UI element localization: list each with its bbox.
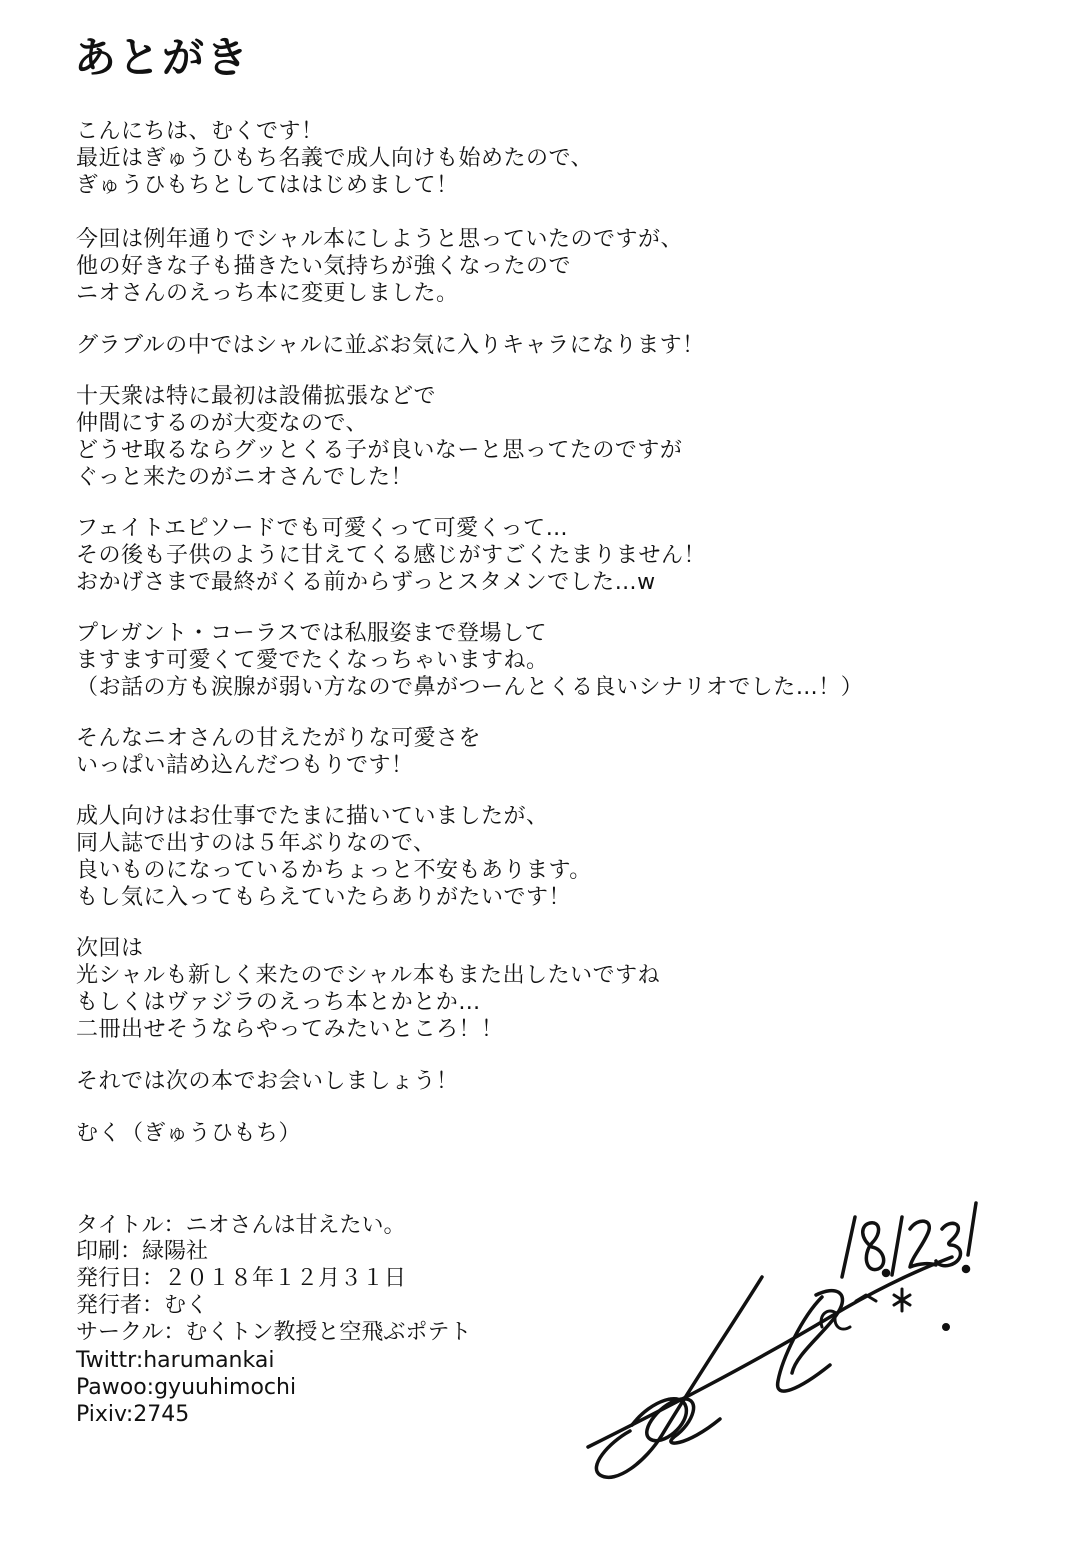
body-line: フェイトエピソードでも可愛くって可愛くって…: [76, 516, 569, 541]
colophon-title: タイトル：ニオさんは甘えたい。: [76, 1213, 406, 1238]
body-line: その後も子供のように甘えてくる感じがすごくたまりません！: [76, 543, 707, 568]
body-line: （お話の方も涙腺が弱い方なので鼻がつーんとくる良いシナリオでした…！）: [76, 675, 864, 700]
colophon-circle: サークル：むくトン教授と空飛ぶポテト: [76, 1320, 472, 1345]
author-signoff: むく（ぎゅうひもち）: [76, 1121, 302, 1146]
body-line: 今回は例年通りでシャル本にしようと思っていたのですが、: [76, 227, 684, 252]
colophon-twitter: Twittr:harumankai: [76, 1348, 275, 1373]
body-line: 二冊出せそうならやってみたいところ！！: [76, 1017, 504, 1042]
body-line: 同人誌で出すのは５年ぶりなので、: [76, 831, 436, 856]
body-line: おかげさまで最終がくる前からずっとスタメンでした…w: [76, 570, 656, 595]
colophon-date: 発行日：２０１８年１２月３１日: [76, 1266, 407, 1291]
colophon-pixiv: Pixiv:2745: [76, 1402, 190, 1427]
colophon-publisher: 発行者：むく: [76, 1293, 209, 1318]
body-line: こんにちは、むくです！: [76, 119, 324, 144]
page-title: あとがき: [74, 33, 251, 82]
body-line: ニオさんのえっち本に変更しました。: [76, 281, 459, 306]
body-line: プレガント・コーラスでは私服姿まで登場して: [76, 621, 547, 646]
body-line: 次回は: [76, 936, 144, 961]
body-line: 十天衆は特に最初は設備拡張などで: [76, 384, 437, 409]
body-line: ぎゅうひもちとしてははじめまして！: [76, 173, 459, 198]
body-line: 他の好きな子も描きたい気持ちが強くなったので: [76, 254, 572, 279]
body-line: 最近はぎゅうひもち名義で成人向けも始めたので、: [76, 146, 594, 171]
body-line: ますます可愛くて愛でたくなっちゃいますね。: [76, 648, 549, 673]
colophon-pawoo: Pawoo:gyuuhimochi: [76, 1375, 297, 1400]
handwritten-signature: [580, 1185, 980, 1490]
body-line: そんなニオさんの甘えたがりな可愛さを: [76, 726, 482, 751]
body-line: グラブルの中ではシャルに並ぶお気に入りキャラになります！: [76, 333, 705, 358]
body-line: ぐっと来たのがニオさんでした！: [76, 465, 414, 490]
body-line: 仲間にするのが大変なので、: [76, 411, 369, 436]
colophon-printer: 印刷：緑陽社: [76, 1239, 209, 1264]
signature-date-scribble: [842, 1203, 976, 1277]
signature-strokes: [588, 1257, 952, 1477]
body-line: もし気に入ってもらえていたらありがたいです！: [76, 885, 572, 910]
body-line: 良いものになっているかちょっと不安もあります。: [76, 858, 592, 883]
body-line: 成人向けはお仕事でたまに描いていましたが、: [76, 804, 549, 829]
body-line: いっぱい詰め込んだつもりです！: [76, 753, 414, 778]
body-line: 光シャルも新しく来たのでシャル本もまた出したいですね: [76, 963, 661, 988]
body-line: もしくはヴァジラのえっち本とかとか…: [76, 990, 481, 1015]
body-line: それでは次の本でお会いしましょう！: [76, 1069, 459, 1094]
body-line: どうせ取るならグッとくる子が良いなーと思ってたのですが: [76, 438, 683, 463]
